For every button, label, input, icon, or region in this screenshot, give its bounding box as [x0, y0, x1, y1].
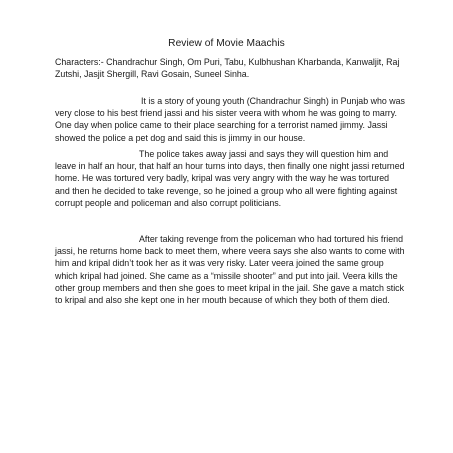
paragraph-3	[55, 233, 405, 306]
paragraph-3-text: After taking revenge from the policeman who had tortured his friend jassi, he returns home back to meet them, where veera says she also wants to come with him and kripal didn’t took her as it was very risky. Later veera joined the same group which kripal had joined. She came as a “missile shooter” and put into jail. Veera kills the other group members and then she goes to meet kripal in the jail. She gave a match stick to kripal and also she kept one in her mouth because of which they both of them died.	[55, 234, 405, 306]
paragraph-1	[55, 95, 405, 144]
document-title: Review of Movie Maachis	[168, 38, 285, 49]
characters-line: Characters:- Chandrachur Singh, Om Puri, Tabu, Kulbhushan Kharbanda, Kanwaljit, Raj Zutshi, Jasjit Shergill, Ravi Gosain, Suneel Sinha.	[55, 57, 400, 80]
paragraph-2	[55, 148, 405, 209]
paragraph-1-text: It is a story of young youth (Chandrachur Singh) in Punjab who was very close to his best friend jassi and his sister veera with whom he was going to marry. One day when police came to their place searching for a terrorist named jimmy. Jassi showed the police a pet dog and said this is jimmy in our house.	[55, 96, 405, 143]
paragraph-2-text: The police takes away jassi and says they will question him and leave in half an hour, that half an hour turns into days, then finally one night jassi returned home. He was tortured very badly, kripal was very angry with the way he was tortured and then he decided to take revenge, so he joined a group who all were fighting against corrupt people and policeman and also corrupt politicians.	[55, 149, 405, 208]
